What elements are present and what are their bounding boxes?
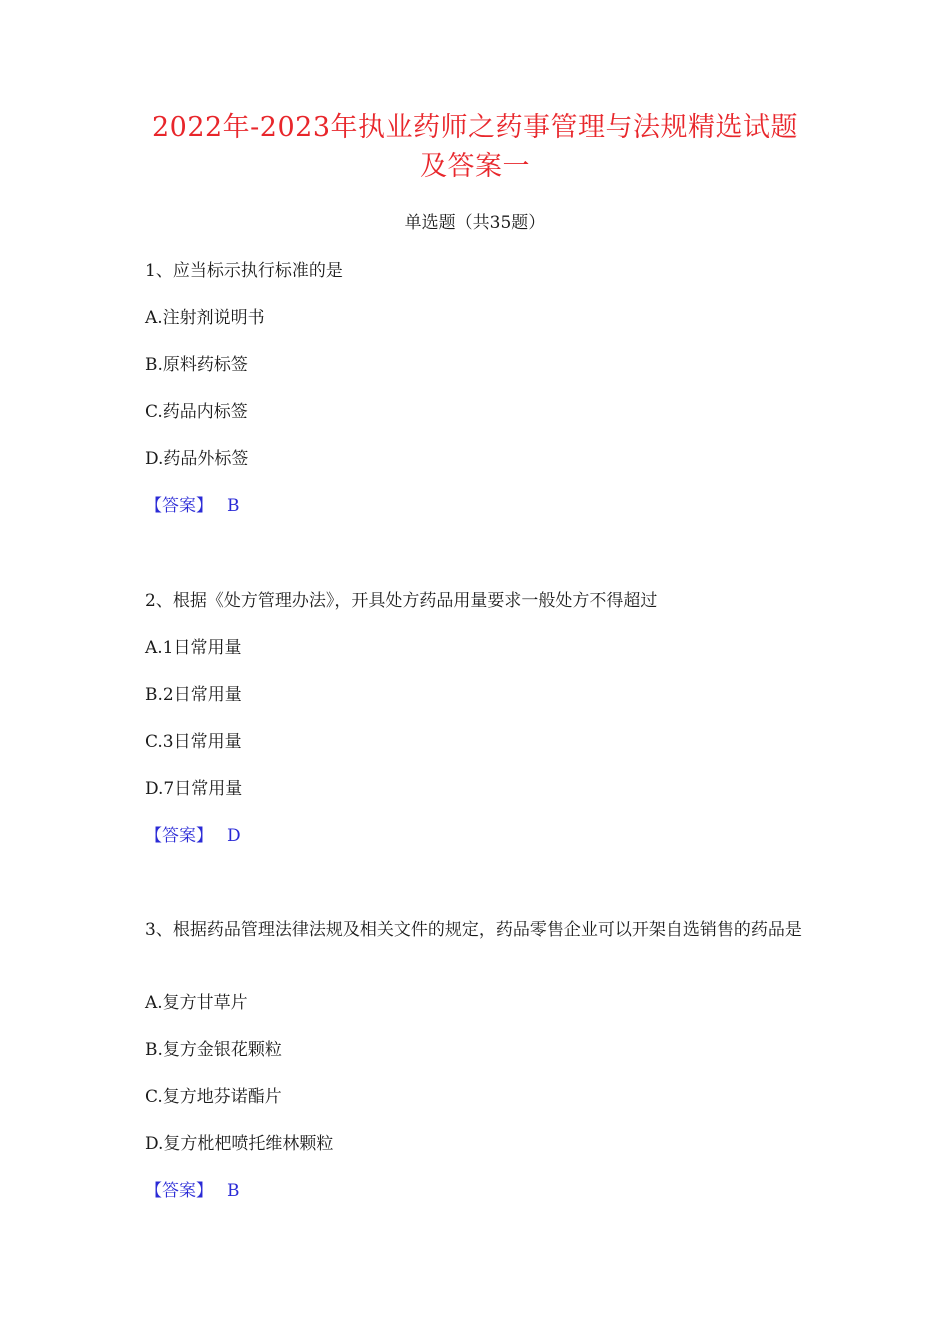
question-2-text: 2、根据《处方管理办法》，开具处方药品用量要求一般处方不得超过	[145, 591, 658, 611]
question-3-option-d: D.复方枇杷喷托维林颗粒	[145, 1134, 334, 1154]
question-1-option-b: B.原料药标签	[145, 355, 248, 375]
question-1-text: 1、应当标示执行标准的是	[145, 261, 343, 281]
question-2-option-a: A.1日常用量	[145, 638, 242, 658]
section-heading: 单选题（共35题）	[404, 213, 546, 233]
question-2-answer	[145, 824, 241, 848]
question-1-option-c: C.药品内标签	[145, 402, 248, 422]
question-3-answer	[145, 1179, 240, 1203]
question-1-option-a: A.注射剂说明书	[145, 308, 265, 328]
answer-label: 【答案】	[145, 496, 213, 516]
question-1-option-d: D.药品外标签	[145, 449, 249, 469]
question-3-text: 3、根据药品管理法律法规及相关文件的规定，药品零售企业可以开架自选销售的药品是	[145, 920, 802, 940]
question-1-answer	[145, 494, 240, 518]
question-3-option-c: C.复方地芬诺酯片	[145, 1087, 282, 1107]
question-3-option-b: B.复方金银花颗粒	[145, 1040, 282, 1060]
document-title: 2022年-2023年执业药师之药事管理与法规精选试题及答案一	[151, 112, 799, 182]
question-2-option-c: C.3日常用量	[145, 732, 242, 752]
answer-value: B	[227, 496, 240, 516]
answer-label: 【答案】	[145, 1181, 213, 1201]
question-3-option-a: A.复方甘草片	[145, 993, 248, 1013]
answer-label: 【答案】	[145, 826, 213, 846]
question-2-option-d: D.7日常用量	[145, 779, 243, 799]
question-2-option-b: B.2日常用量	[145, 685, 242, 705]
answer-value: B	[227, 1181, 240, 1201]
answer-value: D	[227, 826, 241, 846]
